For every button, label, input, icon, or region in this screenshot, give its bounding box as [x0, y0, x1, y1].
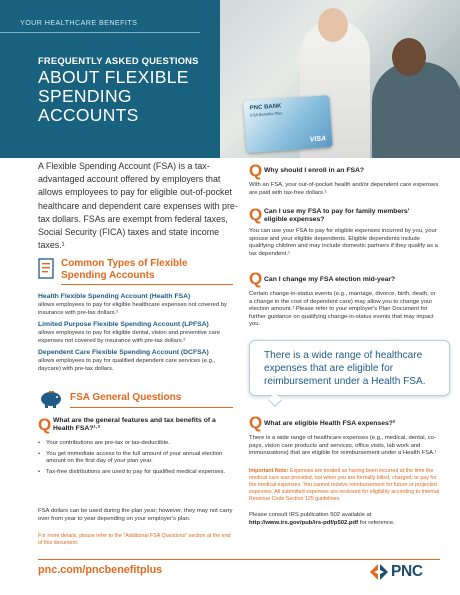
- patient-figure: [372, 62, 460, 158]
- bullet-item: • Tax-free distributions are used to pay for qualified medical expenses.: [38, 469, 233, 477]
- lpfsa-body: allows employees to pay for eligible dental, vision and preventive care expenses not covered by insurance with pre-tax dollars.²: [38, 330, 221, 344]
- q2-question: Can I use my FSA to pay for family members' eligible expenses?: [264, 208, 410, 224]
- general-more-details: For more details, please refer to the "Additional FSA Questions" section at the end of this document.: [38, 533, 231, 546]
- card-brand-text: PNC BANK: [249, 103, 282, 112]
- general-body: FSA dollars can be used during the plan year; however, they may not carry over from year to year depending on your employer's plan.: [38, 508, 233, 522]
- q1-question: Why should I enroll in an FSA?: [264, 167, 365, 174]
- faq-label: FREQUENTLY ASKED QUESTIONS: [38, 55, 199, 66]
- irs-consult-prefix: Please consult IRS publication 502 available at: [249, 512, 372, 518]
- card-network-logo: VISA: [309, 135, 327, 144]
- types-section-rule: [61, 284, 233, 285]
- header-tagline-rule: [0, 32, 200, 33]
- pnc-logo: [370, 563, 440, 581]
- card-sub-text: FSA Benefits Plus: [250, 110, 283, 118]
- bullet-item: • Your contributions are pre-tax or tax-deductible.: [38, 440, 233, 448]
- important-note-label: Important Note:: [249, 468, 289, 474]
- pnc-logo-mark-icon: [370, 564, 388, 580]
- q4-answer: There is a wide range of healthcare expenses (e.g., medical, dental, co-pays, vision care products and services, office visits, lab work and immunizations) that are eligible for reimbursement under a Health FSA.¹: [249, 435, 437, 457]
- health-fsa-title: Health Flexible Spending Account (Health FSA): [38, 293, 191, 300]
- fsa-card-image: [243, 95, 332, 153]
- question-q-icon: Q: [249, 205, 263, 224]
- question-q-icon: Q: [249, 269, 263, 288]
- important-note-text: Expenses are treated as having been incurred at the time the medical care was provided, not when you are formally billed, charged, or pay for the medical expenses. You cannot receive reimbursement for future or projected expenses. All submitted expenses are reviewed for eligibility according to Internal Revenue Code Section 125 guidelines.: [249, 468, 440, 502]
- patient-head: [392, 38, 426, 76]
- question-q-icon: Q: [249, 161, 263, 180]
- document-icon: [38, 258, 56, 280]
- page-title: ABOUT FLEXIBLE SPENDING ACCOUNTS: [38, 67, 189, 125]
- irs-consult-suffix: for reference.: [359, 519, 395, 526]
- irs-consult: [249, 512, 440, 527]
- intro-paragraph: A Flexible Spending Account (FSA) is a tax-advantaged account offered by employers that allows employees to pay for eligible out-of-pocket healthcare and dependent care expenses with pre-tax dollars. FSAs are exempt from federal taxes, Social Security (FICA) taxes and state income taxes.¹: [38, 161, 238, 251]
- footer-rule: [38, 559, 440, 560]
- q4-question: What are eligible Health FSA expenses?²: [264, 420, 396, 427]
- important-note: [249, 468, 440, 503]
- bullet-item: • You get immediate access to the full amount of your annual election amount on the first day of your plan year.: [38, 451, 233, 466]
- q2-answer: You can use your FSA to pay for eligible expenses incurred by you, your spouse and your eligible dependents. Eligible dependents include qualifying children and may include domestic partners if they qualify as a tax dependent.¹: [249, 228, 438, 257]
- q1-answer: With an FSA, your out-of-pocket health and/or dependent care expenses are paid with tax-free dollars.¹: [249, 182, 439, 196]
- question-q-icon: Q: [38, 415, 52, 434]
- dcfsa-title: Dependent Care Flexible Spending Account (DCFSA): [38, 349, 209, 356]
- question-q-icon: Q: [249, 413, 263, 432]
- health-fsa-body: allows employees to pay for eligible healthcare expenses not covered by insurance with pre-tax dollars.²: [38, 302, 227, 316]
- general-question: What are the general features and tax benefits of a Health FSA?¹·²: [53, 417, 216, 433]
- general-section-title: FSA General Questions: [70, 392, 182, 403]
- footer-url-link[interactable]: pnc.com/pncbenefitplus: [38, 564, 163, 576]
- general-section-rule: [70, 407, 233, 408]
- irs-link[interactable]: http://www.irs.gov/pub/irs-pdf/p502.pdf: [249, 519, 359, 526]
- q3-question: Can I change my FSA election mid-year?: [264, 276, 396, 283]
- piggy-bank-icon: [38, 388, 64, 408]
- q3-answer: Certain change-in-status events (e.g., marriage, divorce, birth, death, or a change in the cost of dependent care) may allow you to change your election amount.¹ Please refer to your employer's Plan Document for further guidance on qualifying change-in-status events that may impact you.: [249, 291, 436, 328]
- pnc-logo-word: PNC: [391, 563, 423, 580]
- lpfsa-title: Limited Purpose Flexible Spending Account (LPFSA): [38, 321, 209, 328]
- general-bullets: [38, 440, 233, 479]
- doctor-head: [318, 8, 348, 42]
- types-section-title: Common Types of Flexible Spending Accounts: [61, 258, 188, 281]
- header-tagline: YOUR HEALTHCARE BENEFITS: [20, 18, 138, 27]
- dcfsa-body: allows employees to pay for qualified dependent care services (e.g., daycare) with pre-tax dollars.: [38, 358, 216, 372]
- callout-quote: There is a wide range of healthcare expenses that are eligible for reimbursement under a Health FSA.: [249, 340, 450, 396]
- header-banner: [0, 0, 460, 158]
